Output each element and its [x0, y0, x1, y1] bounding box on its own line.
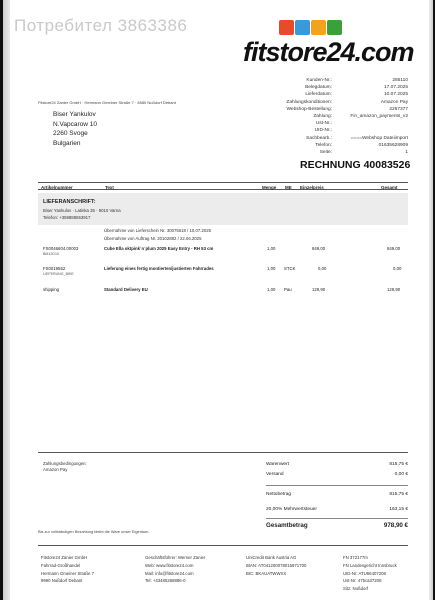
meta-row: Zahlungskonditionen: Amazon Pay — [286, 99, 408, 105]
payment-terms — [43, 461, 87, 473]
invoice-meta — [262, 77, 408, 156]
item-text: Lieferung eines fertig montierten/justierten Fahrrades — [104, 266, 214, 271]
item-text: Cube Ella oktpink´n´plum 2025 Easy Entry - RH 53 cm — [104, 246, 214, 251]
grand-total-row: Gesamtbetrag 978,90 € — [266, 522, 408, 529]
header-total: Gesamt — [381, 184, 398, 190]
sender-address-line: Fitstore24 Zanier GmbH · Hermann Gmeiner Straße 7 · 8580 Nußdorf Debant — [38, 100, 176, 105]
table-row — [43, 246, 408, 266]
recipient-name: Biser Yankulov — [53, 111, 96, 118]
item-article-sub: LIEFERUNG_BIKE — [43, 272, 74, 276]
item-total: 0,00 — [393, 266, 402, 271]
meta-row: Seite: 1 — [319, 150, 408, 156]
payment-terms-label: Zahlungsbedingungen: — [43, 461, 87, 466]
item-qty: 1,00 — [267, 287, 276, 292]
meta-row: Ust-Nr.: — [315, 121, 332, 127]
sport-icon-4 — [327, 20, 342, 35]
totals-divider — [266, 485, 408, 486]
invoice-title: RECHNUNG 40083526 — [300, 159, 411, 171]
items-table-header — [38, 182, 408, 190]
totals-row: 20,00% Mehrwertsteuer 163,15 € — [266, 507, 408, 512]
item-qty: 1,00 — [267, 266, 276, 271]
footer-company: Fitstore24 Zanier GmbH Fahrrad-Großhandel Hermann Gmeiner Straße 7 9990 Nußdorf Debant — [41, 555, 95, 584]
item-total: 849,00 — [387, 246, 401, 251]
sport-icon-2 — [295, 20, 310, 35]
footer-bank: UniCredit Bank Austria AG IBAN: AT041200078015971700 BIC: BKAUATWWXX — [246, 555, 307, 576]
footer-contact: Geschäftsführer: Werner Zanier Web: www.fitstore24.com Mail: info@fitstore24.com Tel: +43485268886-0 — [145, 555, 206, 584]
header-price: Einzelpreis — [300, 184, 324, 190]
logo-text: fitstore24.com — [243, 37, 414, 67]
meta-row: Kunden-Nr.: 285110 — [306, 78, 408, 83]
meta-row: Webshop-Bestellung: 2267377 — [286, 106, 408, 112]
header-article: Artikelnummer — [41, 184, 73, 190]
footer-registry: FN 372177m FN Landesgericht Innsbruck UID-Nr: ATU66407208 Ust-Nr: 475ca37208 Sitz: Nußdorf — [343, 555, 397, 592]
totals-row: Versand 0,00 € — [266, 472, 408, 477]
meta-row: Zahlung: Fin_amazon_payments_v2 — [313, 114, 408, 120]
meta-row: Sachbearb.: ====Webshop Dateiimport — [306, 135, 408, 141]
user-watermark: Потребител 3863386 — [14, 16, 188, 35]
header-qty: Menge — [262, 184, 277, 190]
delivery-address: Biser Yankulov · Latinka 35 · 9010 Varna — [43, 208, 121, 213]
page-edge-left — [0, 0, 10, 600]
meta-row: Lieferdatum: 10.07.2025 — [305, 92, 408, 98]
fitstore-logo — [243, 18, 423, 70]
delivery-note-reference: Übernahme von Lieferschein Nr. 30075618 / 10.07.2025 — [104, 228, 212, 233]
recipient-address — [53, 110, 97, 148]
table-row — [43, 287, 408, 307]
delivery-title: LIEFERANSCHRIFT: — [43, 199, 96, 205]
table-row — [43, 266, 408, 286]
item-qty: 1,00 — [267, 246, 276, 251]
totals-section — [38, 452, 408, 532]
item-article: shipping — [43, 287, 60, 292]
item-article-sub: BM12D10 — [43, 252, 59, 256]
order-reference: Übernahme von Auftrag Nr. 20102882 / 22.06.2025 — [104, 236, 202, 241]
item-price: 0,00 — [318, 266, 327, 271]
page-edge-right — [429, 0, 435, 600]
item-article: FS0046604.00003 — [43, 246, 79, 251]
recipient-city: 2260 Svoge — [53, 130, 88, 138]
recipient-country: Bulgarien — [53, 139, 81, 147]
item-unit: STCK — [284, 266, 296, 271]
delivery-address-box — [38, 193, 408, 225]
recipient-street: N.Vapcarow 10 — [53, 120, 97, 128]
meta-row: Belegdatum: 17.07.2025 — [305, 85, 408, 91]
meta-row: UID-Nr.: — [314, 128, 332, 134]
item-price: 129,90 — [312, 287, 326, 292]
totals-row: Nettobetrag 815,75 € — [266, 492, 408, 497]
sport-icon-1 — [279, 20, 294, 35]
item-price: 849,00 — [312, 246, 326, 251]
delivery-phone: Telefon: +359888653917 — [43, 215, 91, 220]
retention-of-title-note: Bis zur vollständigen Bezahlung bleibt die Ware unser Eigentum. — [38, 529, 150, 534]
sport-icon-3 — [311, 20, 326, 35]
item-article: FS0019552 — [43, 266, 66, 271]
company-footer — [38, 545, 408, 592]
item-total: 129,90 — [387, 287, 401, 292]
totals-divider — [266, 518, 408, 519]
item-unit: Pau — [284, 287, 292, 292]
header-unit: ME — [285, 184, 292, 190]
header-text: Text — [105, 184, 114, 190]
item-text: Standard Delivery EU — [104, 287, 148, 292]
meta-row: Telefon: 01635628909 — [315, 142, 408, 148]
sport-icons — [279, 20, 342, 35]
totals-row: Warenwert 815,75 € — [266, 462, 408, 467]
payment-terms-value: Amazon Pay — [43, 467, 68, 472]
